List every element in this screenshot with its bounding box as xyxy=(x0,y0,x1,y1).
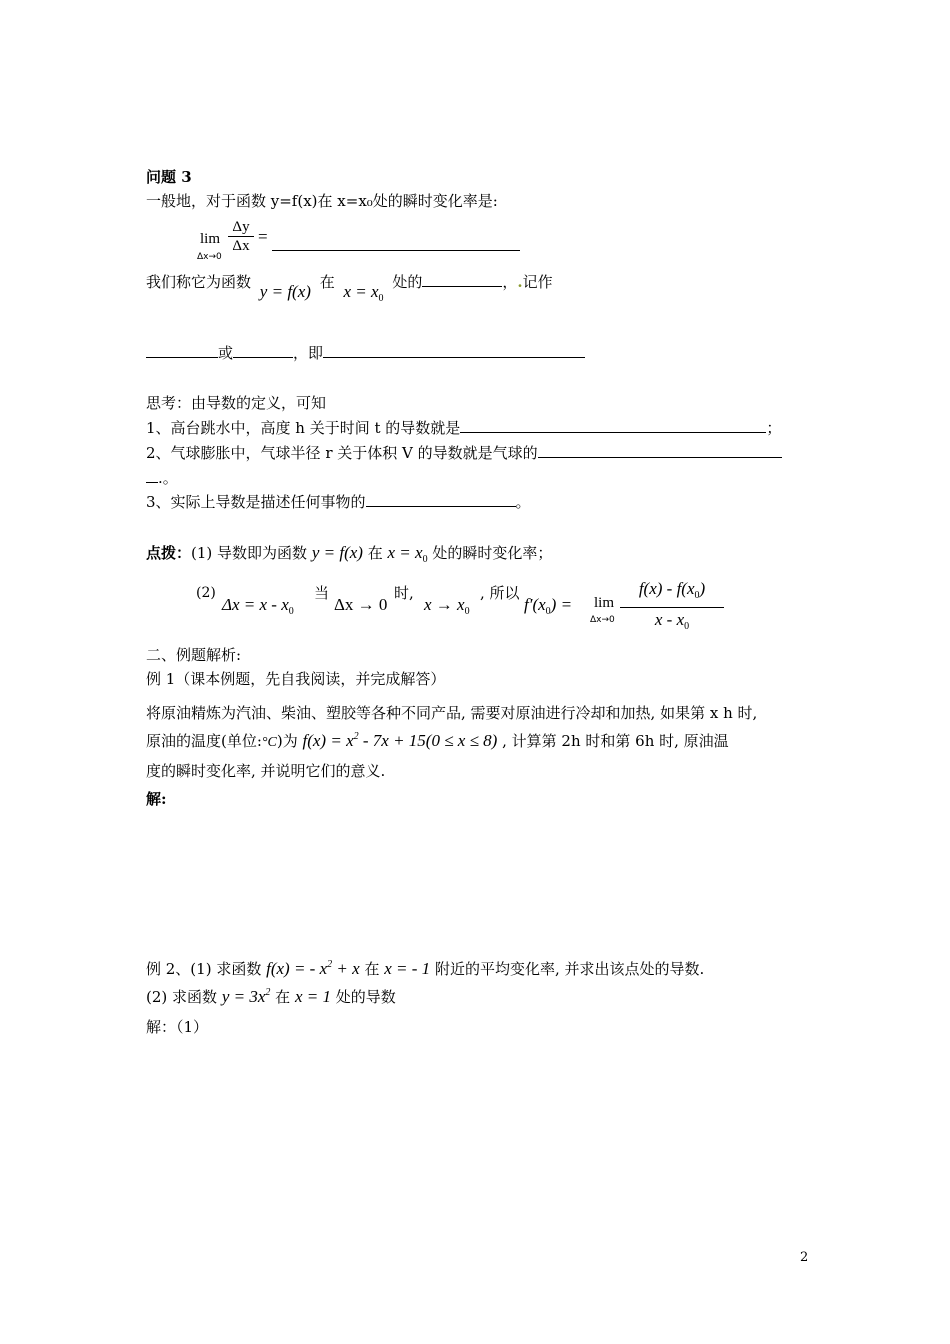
tip-p2-den-sub: 0 xyxy=(684,621,690,632)
tip-p2-fp-b: ) = xyxy=(550,595,573,614)
tip-p2-num: (2) xyxy=(196,585,216,601)
ex1-l2-unit: °C xyxy=(261,735,277,750)
ex1-l2-pre: 原油的温度(单位: xyxy=(146,732,262,750)
tip-p2-den-expr: x - x xyxy=(654,610,685,629)
ex2-l2-func-a: y = 3x xyxy=(221,987,266,1006)
we-call-comma: ， xyxy=(502,273,518,291)
tip-p2-dx xyxy=(222,596,294,621)
ex1-l2-function xyxy=(303,731,498,750)
tip-p2-dx-expr: Δx = x - x xyxy=(222,595,289,614)
tip-p1-post: 处的瞬时变化率； xyxy=(432,544,553,562)
ex2-l1-post: 附近的平均变化率, 并求出该点处的导数. xyxy=(434,960,705,978)
tip-label: 点拨： xyxy=(146,544,192,562)
line-or xyxy=(146,343,585,362)
blank-lim[interactable] xyxy=(272,250,520,251)
tip-p2-xx0-sub: 0 xyxy=(464,606,470,617)
problem-3-intro: 一般地，对于函数 y=f(x)在 x=x₀处的瞬时变化率是: xyxy=(146,192,498,210)
ex2-l1-at: 在 xyxy=(364,960,380,978)
ex2-l2-x: x = 1 xyxy=(294,987,331,1006)
ex2-l2-pre: (2) 求函数 xyxy=(146,988,218,1006)
section-2-title: 二、例题解析: xyxy=(146,646,242,664)
ex2-l1-function xyxy=(266,959,360,978)
tip-p2-lim-under: Δx→0 xyxy=(590,615,615,625)
think-item-3-end: 。 xyxy=(515,493,531,511)
page-number: 2 xyxy=(800,1250,809,1265)
ex2-l1-func-b: + x xyxy=(336,959,360,978)
tip-p2-frac-den xyxy=(620,607,724,639)
we-call-x xyxy=(343,282,384,304)
blank-derivative-name[interactable] xyxy=(422,272,502,287)
ex1-l2-post: , 计算第 2h 时和第 6h 时, 原油温 xyxy=(502,732,729,750)
example-2-line-1 xyxy=(146,956,704,978)
ex1-l2-func-b: - 7x + 15(0 ≤ x ≤ 8) xyxy=(362,731,498,750)
blank-think-2-cont[interactable] xyxy=(146,468,158,483)
frac-numerator: Δy xyxy=(232,219,250,235)
example-2-solution-label: 解：（1） xyxy=(146,1018,209,1036)
tip-p2-xx0 xyxy=(424,596,470,621)
ex2-l2-post: 处的导数 xyxy=(335,988,396,1006)
tip-p1-x xyxy=(387,543,428,565)
lim-text: lim xyxy=(200,231,221,247)
tip-p2-lim: lim xyxy=(594,595,615,611)
example-2-line-2 xyxy=(146,984,396,1006)
tip-p2-shi: 时, xyxy=(394,584,414,602)
think-item-2-text: 2、气球膨胀中，气球半径 r 关于体积 V 的导数就是气球的 xyxy=(146,444,538,462)
ex2-l1-func-a: f(x) = - x xyxy=(266,959,328,978)
tip-p1-x-sub: 0 xyxy=(422,554,428,565)
think-item-1-end: ； xyxy=(766,419,782,437)
tip-p1-pre: (1) 导数即为函数 xyxy=(191,544,308,562)
tip-p2-so: , 所以 xyxy=(480,584,520,602)
think-item-3 xyxy=(146,492,531,511)
tip-p1-func: y = f(x) xyxy=(311,543,363,562)
tip-p2-fp-sub: 0 xyxy=(545,606,551,617)
we-call-x-sub: 0 xyxy=(378,293,384,304)
ex1-l2-sup: 2 xyxy=(353,731,359,742)
think-item-2-cont xyxy=(146,468,178,487)
equals: = xyxy=(258,227,268,246)
tip-p2-fprime xyxy=(524,596,572,621)
line-we-call xyxy=(146,272,553,304)
ex2-l1-x: x = - 1 xyxy=(384,959,431,978)
tip-p2-when: 当 xyxy=(314,584,330,602)
ji-text: ，即 xyxy=(293,344,324,362)
blank-think-3[interactable] xyxy=(366,492,516,507)
tip-p2-fp-a: f′(x xyxy=(524,595,546,614)
we-call-post: 处的 xyxy=(392,273,423,291)
example-1-title: 例 1（课本例题，先自我阅读，并完成解答） xyxy=(146,670,446,688)
blank-think-1[interactable] xyxy=(460,418,766,433)
example-1-solution-label: 解: xyxy=(146,790,167,808)
blank-definition[interactable] xyxy=(323,343,585,358)
think-item-2-tail: .。 xyxy=(158,469,178,487)
blank-think-2[interactable] xyxy=(538,443,782,458)
ex2-l1-sup: 2 xyxy=(327,959,333,970)
ex1-l2-func-a: f(x) = x xyxy=(302,731,354,750)
think-item-3-text: 3、实际上导数是描述任何事物的 xyxy=(146,493,366,511)
we-call-x-expr: x = x xyxy=(343,282,379,301)
tip-p2-fraction xyxy=(620,578,724,639)
we-call-jizuo: 记作 xyxy=(522,273,553,291)
tip-p1-at: 在 xyxy=(367,544,383,562)
problem-3-title: 问题 3 xyxy=(146,168,192,186)
dy-dx-fraction xyxy=(228,218,254,255)
ex2-l2-sup: 2 xyxy=(265,987,271,998)
example-1-line-3: 度的瞬时变化率, 并说明它们的意义. xyxy=(146,762,386,780)
example-1-line-2 xyxy=(146,728,729,752)
blank-notation-1[interactable] xyxy=(146,343,218,358)
ex2-l1-pre: 例 2、(1) 求函数 xyxy=(146,960,262,978)
or-text: 或 xyxy=(218,344,234,362)
tip-p2-dx-sub: 0 xyxy=(288,606,294,617)
blank-notation-2[interactable] xyxy=(233,343,293,358)
think-item-2 xyxy=(146,443,782,462)
we-call-func: y = f(x) xyxy=(259,282,311,301)
ex2-l2-function xyxy=(222,987,271,1006)
tip-p2-num-sub: 0 xyxy=(694,590,700,601)
tip-line-1 xyxy=(146,544,552,569)
ex2-l2-at: 在 xyxy=(275,988,291,1006)
think-item-1-text: 1、高台跳水中，高度 h 关于时间 t 的导数就是 xyxy=(146,419,461,437)
tip-p2-xx0-expr: x → x xyxy=(424,595,465,614)
tip-p2-dx0: Δx → 0 xyxy=(334,595,388,614)
example-1-line-1: 将原油精炼为汽油、柴油、塑胶等各种不同产品, 需要对原油进行冷却和加热, 如果第 x h 时, xyxy=(146,704,758,722)
lim-under: Δx→0 xyxy=(197,252,222,262)
we-call-at: 在 xyxy=(319,273,335,291)
tip-p1-x-expr: x = x xyxy=(387,543,423,562)
ex1-l2-mid: )为 xyxy=(276,732,298,750)
tip-p2-frac-num: $f(x) - f(x_0)$ xyxy=(638,579,706,601)
tip-p2-num-expr: f(x) - f(x xyxy=(638,579,695,598)
we-call-pre: 我们称它为函数 xyxy=(146,273,252,291)
think-title: 思考：由导数的定义，可知 xyxy=(146,394,327,412)
frac-denominator: Δx xyxy=(228,236,254,255)
marker-dot: . xyxy=(517,273,523,291)
think-item-1 xyxy=(146,418,781,437)
